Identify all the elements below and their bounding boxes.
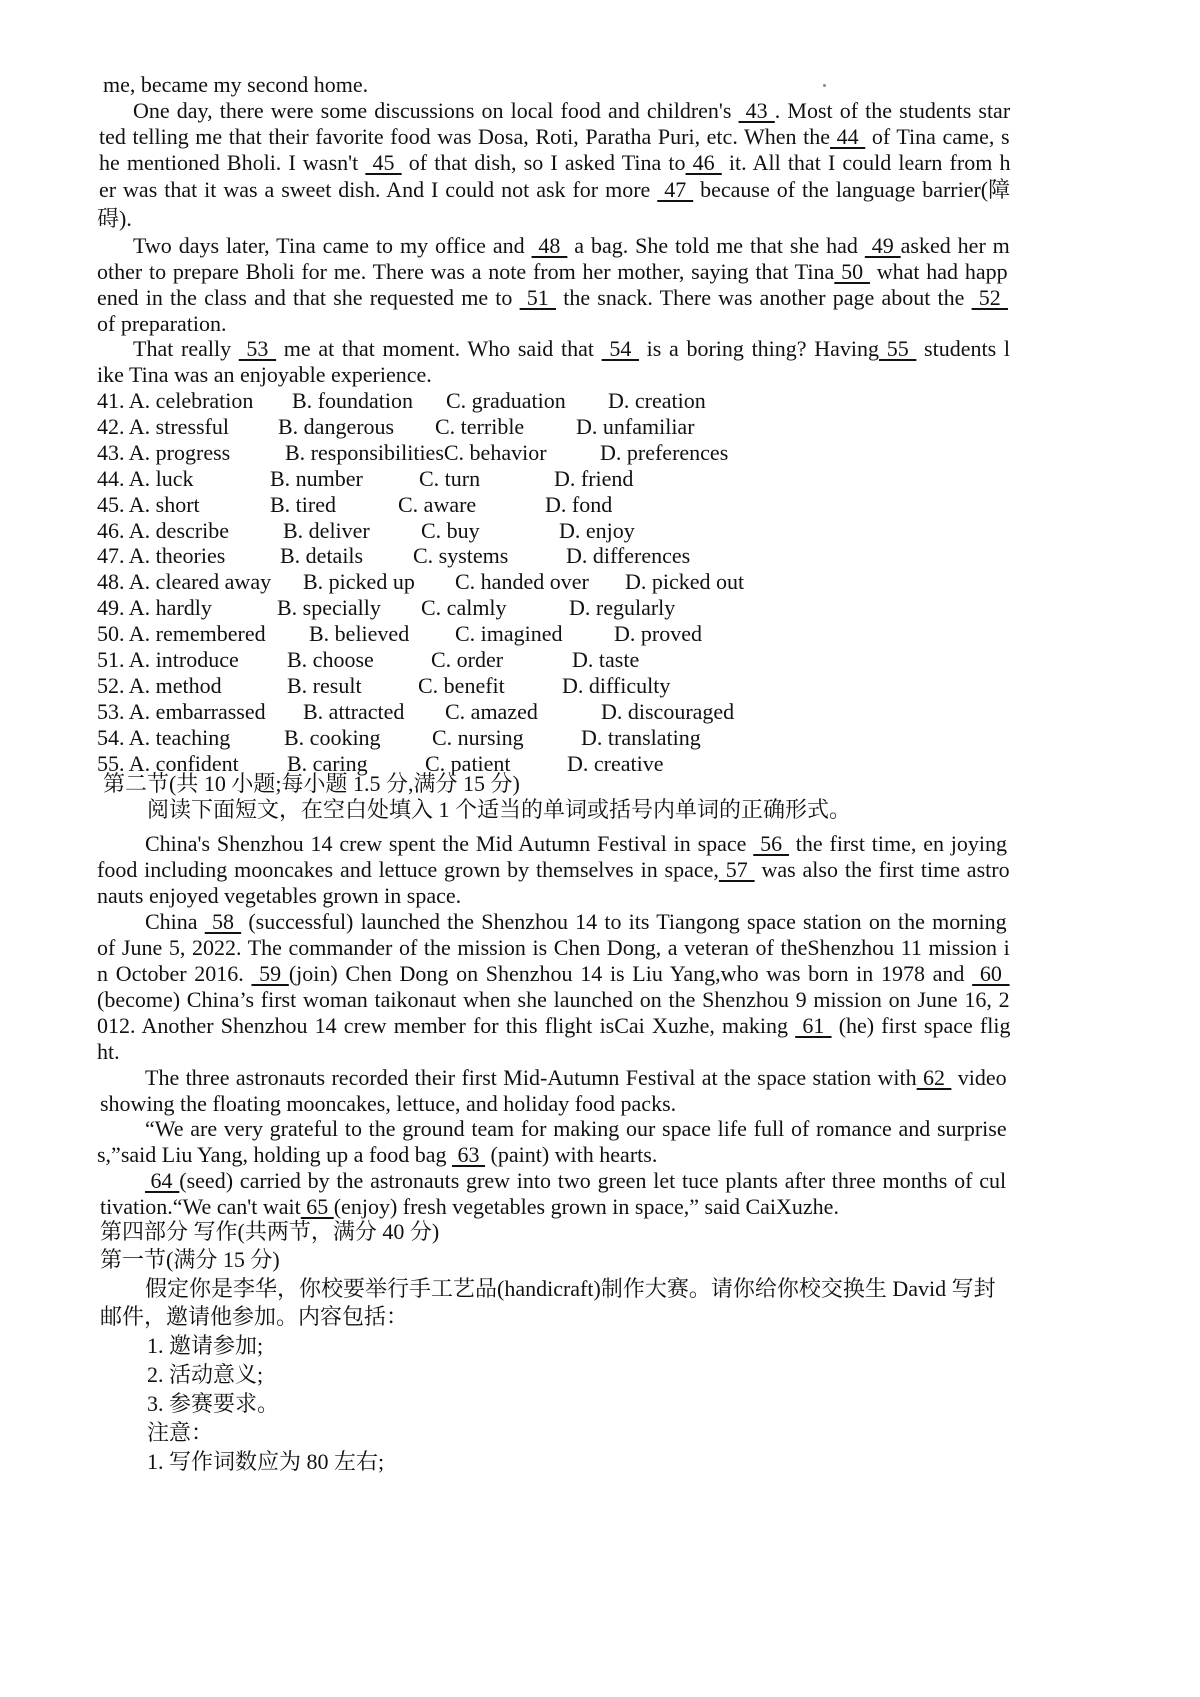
passage-line (145, 830, 1007, 858)
passage-line (97, 310, 227, 338)
option-a: 55. A. confident (97, 750, 239, 776)
option-c: C. calmly (421, 595, 507, 621)
passage-text: a bag. She told me that she had (567, 233, 865, 258)
option-d: D. enjoy (559, 517, 635, 543)
passage-text: me, became my second home. (103, 72, 369, 97)
passage-line (103, 71, 368, 99)
option-b: B. details (280, 543, 364, 569)
answer-blank: 46 (685, 150, 722, 175)
passage-text: the first time, en joying (788, 831, 1008, 856)
option-d: D. differences (566, 543, 691, 569)
passage-line (97, 986, 1010, 1014)
answer-blank: 50 (834, 259, 870, 284)
option-c: C. benefit (418, 672, 505, 698)
passage-text: of Tina came, s (865, 124, 1010, 149)
passage-text: 012. Another Shenzhou 14 crew member for this flight isCai Xuzhe, making (97, 1013, 796, 1038)
note-item: 1. 写作词数应为 80 左右; (147, 1449, 385, 1474)
option-d: D. proved (614, 621, 702, 647)
passage-text: s,”said Liu Yang, holding up a food bag (97, 1142, 453, 1167)
answer-blank: 48 (531, 233, 568, 258)
option-a: 49. A. hardly (97, 595, 212, 621)
passage-line (97, 960, 1010, 988)
passage-line (100, 1193, 839, 1221)
option-b: B. believed (309, 621, 410, 647)
passage-text: me at that moment. Who said that (276, 336, 602, 361)
passage-line (99, 176, 1010, 204)
option-a: 44. A. luck (97, 465, 194, 491)
passage-line (100, 1090, 676, 1118)
option-a: 47. A. theories (97, 543, 226, 569)
option-a: 42. A. stressful (97, 413, 229, 439)
answer-blank: 59 (251, 961, 289, 986)
option-d: D. translating (581, 724, 701, 750)
writing-task-line: 邮件，邀请他参加。内容包括： (100, 1304, 409, 1329)
passage-text: (become) China’s first woman taikonaut when she launched on the Shenzhou 9 mission on June 16, 2 (97, 987, 1010, 1012)
answer-blank: 61 (795, 1013, 832, 1038)
answer-blank: 49 (864, 233, 901, 258)
passage-text: what had happ (869, 259, 1008, 284)
passage-text: Two days later, Tina came to my office and (133, 233, 532, 258)
option-d: D. unfamiliar (576, 413, 695, 439)
answer-blank: 63 (452, 1142, 486, 1167)
passage-line (145, 1167, 1006, 1195)
passage-line (99, 149, 1010, 177)
passage-text: One day, there were some discussions on local food and children's (133, 98, 739, 123)
option-c: C. graduation (446, 388, 566, 413)
answer-blank: 57 (718, 857, 755, 882)
option-c: C. imagined (455, 621, 563, 647)
passage-line (97, 856, 1010, 884)
option-c: C. terrible (435, 413, 525, 439)
passage-line (97, 1012, 1010, 1040)
passage-text: ted telling me that their favorite food was Dosa, Roti, Paratha Puri, etc. When the (99, 124, 831, 149)
passage-line (97, 205, 132, 233)
option-b: B. attracted (303, 698, 405, 724)
writing-item: 2. 活动意义; (147, 1362, 264, 1387)
answer-blank: 47 (657, 177, 694, 202)
answer-blank: 54 (601, 336, 639, 361)
option-b: B. dangerous (278, 413, 395, 439)
option-a: 51. A. introduce (97, 647, 239, 672)
option-a: 53. A. embarrassed (97, 698, 266, 724)
section2-instruction: 阅读下面短文，在空白处填入 1 个适当的单词或括号内单词的正确形式。 (147, 797, 852, 822)
note-label: 注意： (147, 1420, 214, 1445)
answer-blank: 55 (879, 336, 917, 361)
answer-blank: 64 (145, 1168, 180, 1193)
answer-blank: 45 (365, 150, 402, 175)
option-a: 46. A. describe (97, 517, 229, 543)
option-c: C. handed over (455, 569, 589, 595)
passage-text: . Most of the students star (774, 98, 1011, 123)
passage-text: of preparation. (97, 311, 227, 336)
answer-blank: 43 (738, 98, 775, 123)
answer-blank: 53 (238, 336, 277, 361)
option-b: B. deliver (283, 517, 370, 543)
writing-item: 1. 邀请参加; (147, 1333, 264, 1358)
option-d: D. creative (567, 750, 664, 776)
section2-heading: 第二节(共 10 小题;每小题 1.5 分,满分 15 分) (103, 771, 520, 796)
passage-text: food including mooncakes and lettuce grown by themselves in space, (97, 857, 719, 882)
option-b: B. result (287, 672, 362, 698)
passage-text: ike Tina was an enjoyable experience. (97, 362, 432, 387)
passage-text: The three astronauts recorded their first Mid-Autumn Festival at the space station with (145, 1065, 917, 1090)
passage-line (97, 1038, 120, 1066)
option-b: B. responsibilitiesC. behavior (285, 439, 547, 465)
option-c: C. aware (398, 491, 477, 517)
option-d: D. friend (554, 465, 634, 491)
passage-text: students l (916, 336, 1010, 361)
answer-blank: 65 (300, 1194, 334, 1219)
answer-blank: 44 (830, 124, 866, 149)
option-a: 41. A. celebration (97, 388, 254, 413)
option-a: 48. A. cleared away (97, 569, 272, 595)
option-b: B. specially (277, 595, 381, 621)
answer-blank: 60 (972, 961, 1010, 986)
option-b: B. choose (287, 647, 374, 672)
passage-text: the snack. There was another page about the (556, 285, 972, 310)
option-a: 54. A. teaching (97, 724, 231, 750)
passage-line (97, 1141, 657, 1169)
passage-text: (enjoy) fresh vegetables grown in space,” said CaiXuzhe. (333, 1194, 839, 1219)
option-b: B. foundation (292, 388, 413, 413)
option-a: 52. A. method (97, 672, 222, 698)
passage-text: asked her m (900, 233, 1010, 258)
passage-text: That really (133, 336, 239, 361)
option-c: C. patient (425, 750, 511, 776)
passage-text: because of the language barrier(障 (693, 177, 1011, 202)
option-d: D. difficulty (562, 672, 671, 698)
passage-text: showing the floating mooncakes, lettuce, and holiday food packs. (100, 1091, 677, 1116)
answer-blank: 51 (519, 285, 557, 310)
option-b: B. picked up (303, 569, 415, 595)
passage-text: video (951, 1065, 1007, 1090)
passage-line (97, 934, 1010, 962)
passage-line (145, 1115, 1007, 1143)
option-c: C. systems (413, 543, 509, 569)
passage-text: (join) Chen Dong on Shenzhou 14 is Liu Yang,who was born in 1978 and (288, 961, 973, 986)
option-a: 43. A. progress (97, 439, 231, 465)
answer-blank: 56 (753, 831, 789, 856)
option-d: D. taste (572, 647, 640, 672)
passage-line (97, 258, 1008, 286)
passage-line (97, 882, 461, 910)
passage-text: nauts enjoyed vegetables grown in space. (97, 883, 462, 908)
answer-blank: 52 (971, 285, 1009, 310)
passage-text: ened in the class and that she requested me to (97, 285, 520, 310)
option-d: D. fond (545, 491, 613, 517)
option-d: D. regularly (569, 595, 676, 621)
passage-text: it. All that I could learn from h (721, 150, 1011, 175)
passage-text: n October 2016. (97, 961, 252, 986)
passage-text: other to prepare Bholi for me. There was a note from her mother, saying that Tina (97, 259, 835, 284)
answer-blank: 58 (204, 909, 242, 934)
option-d: D. picked out (625, 569, 745, 595)
passage-line (99, 123, 1010, 151)
passage-line (133, 97, 1010, 125)
passage-text: China (145, 909, 205, 934)
writing-task-line: 假定你是李华，你校要举行手工艺品(handicraft)制作大赛。请你给你校交换生 David 写封 (145, 1276, 996, 1301)
passage-line (97, 284, 1008, 312)
writing-item: 3. 参赛要求。 (147, 1391, 280, 1416)
passage-text: of that dish, so I asked Tina to (401, 150, 686, 175)
passage-text: China's Shenzhou 14 crew spent the Mid Autumn Festival in space (145, 831, 754, 856)
passage-text: tivation.“We can't wait (100, 1194, 301, 1219)
answer-blank: 62 (916, 1065, 952, 1090)
option-a: 50. A. remembered (97, 621, 266, 647)
option-b: B. caring (287, 750, 368, 776)
option-c: C. turn (419, 465, 481, 491)
passage-text: “We are very grateful to the ground team for making our space life full of romance and surprise (145, 1116, 1007, 1141)
passage-text: (successful) launched the Shenzhou 14 to its Tiangong space station on the morning (241, 909, 1007, 934)
passage-text: (seed) carried by the astronauts grew into two green let tuce plants after three months of cul (179, 1168, 1007, 1193)
writing-section-heading: 第一节(满分 15 分) (100, 1247, 280, 1272)
passage-text: ht. (97, 1039, 120, 1064)
option-c: C. order (431, 647, 504, 672)
option-c: C. amazed (445, 698, 538, 724)
passage-text: is a boring thing? Having (639, 336, 880, 361)
scan-speck (823, 84, 826, 87)
passage-line (133, 335, 1010, 363)
passage-text: (he) first space flig (831, 1013, 1011, 1038)
passage-line (97, 361, 432, 389)
option-a: 45. A. short (97, 491, 200, 517)
option-d: D. creation (608, 388, 706, 413)
passage-line (133, 232, 1010, 260)
option-c: C. nursing (432, 724, 524, 750)
option-b: B. tired (270, 491, 336, 517)
passage-text: er was that it was a sweet dish. And I could not ask for more (99, 177, 658, 202)
passage-line (145, 908, 1007, 936)
option-d: D. discouraged (601, 698, 735, 724)
option-b: B. cooking (284, 724, 381, 750)
option-d: D. preferences (600, 439, 729, 465)
passage-text: he mentioned Bholi. I wasn't (99, 150, 366, 175)
passage-text: of June 5, 2022. The commander of the mission is Chen Dong, a veteran of theShenzhou 11 mission i (97, 935, 1010, 960)
passage-text: 碍). (97, 206, 132, 231)
option-b: B. number (270, 465, 363, 491)
option-c: C. buy (421, 517, 480, 543)
passage-text: (paint) with hearts. (485, 1142, 658, 1167)
part4-heading: 第四部分 写作(共两节，满分 40 分) (100, 1219, 440, 1244)
passage-text: was also the first time astro (754, 857, 1010, 882)
passage-line (145, 1064, 1007, 1092)
